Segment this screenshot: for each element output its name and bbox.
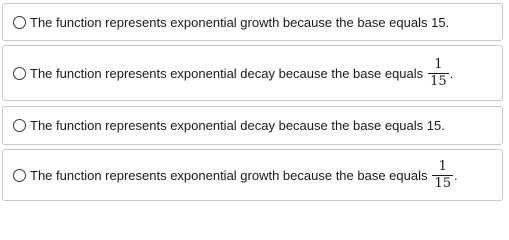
trailing-period: .	[454, 167, 458, 183]
answer-choice-4[interactable]	[2, 149, 503, 201]
radio-button-1[interactable]	[13, 16, 26, 29]
answer-choice-3[interactable]	[2, 106, 503, 145]
fraction-denominator: 15	[430, 73, 447, 89]
answer-choice-4-text: The function represents exponential growth because the base equals	[30, 167, 428, 183]
answer-choice-2-text: The function represents exponential decay because the base equals	[30, 65, 424, 81]
fraction-numerator: 1	[438, 158, 447, 174]
answer-choice-3-label	[30, 118, 445, 133]
radio-button-3[interactable]	[13, 119, 26, 132]
answer-choice-1-text: The function represents exponential growth because the base equals 15.	[30, 14, 450, 30]
radio-button-2[interactable]	[13, 67, 26, 80]
answer-choice-1[interactable]	[2, 3, 503, 41]
fraction-denominator: 15	[434, 175, 452, 191]
trailing-period: .	[449, 65, 454, 81]
fraction-numerator: 1	[434, 56, 443, 72]
answer-choice-2[interactable]	[2, 45, 503, 101]
answer-choice-3-text: The function represents exponential decay because the base equals 15.	[30, 118, 445, 133]
answer-choice-1-label	[30, 15, 449, 30]
fraction	[432, 160, 453, 191]
radio-button-4[interactable]	[13, 169, 26, 182]
answer-choice-4-label	[30, 160, 458, 191]
answer-choice-2-label	[30, 58, 453, 89]
fraction	[428, 58, 449, 89]
